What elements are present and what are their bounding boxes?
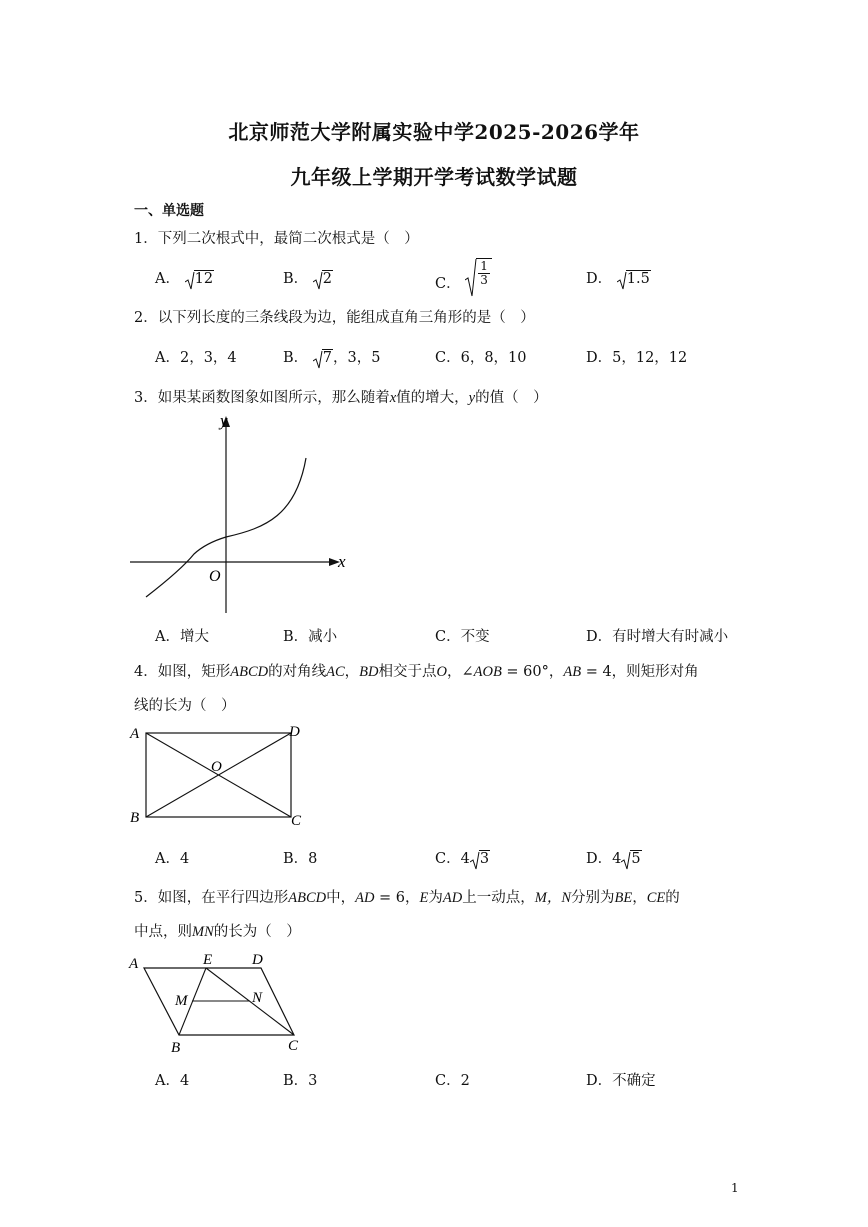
- page-number: 1: [731, 1181, 739, 1195]
- point-label-m: M: [175, 993, 188, 1009]
- option-label: B．: [283, 350, 309, 366]
- radicand: 7: [322, 350, 332, 366]
- coefficient: 4: [612, 851, 622, 867]
- vertex-label-a: A: [129, 956, 139, 972]
- q3-option-c: C．不变: [435, 629, 490, 645]
- q2-option-d: D．5，12，12: [586, 350, 688, 366]
- q5-option-b: B．3: [283, 1073, 318, 1089]
- section-heading: 一、单选题: [134, 203, 204, 219]
- vertex-label-a: A: [130, 726, 140, 742]
- numerator: 1: [480, 259, 488, 273]
- vertex-label-d: D: [289, 724, 300, 740]
- radicand: 2: [322, 271, 332, 287]
- q5-option-d: D．不确定: [586, 1073, 656, 1089]
- radicand: 12: [194, 271, 214, 287]
- sqrt-symbol: [470, 851, 490, 867]
- vertex-label-c: C: [291, 813, 302, 829]
- page-title: 北京师范大学附属实验中学2025-2026学年: [228, 120, 640, 144]
- q2-option-a: A．2，3，4: [155, 350, 237, 366]
- question-4-stem-line2: 线的长为（ ）: [134, 698, 236, 714]
- radicand: 5: [631, 851, 641, 867]
- option-rest: ，3，5: [333, 350, 381, 366]
- y-axis-label: y: [220, 411, 228, 430]
- sqrt-fraction: [465, 258, 492, 287]
- radicand: 1.5: [626, 271, 650, 287]
- vertex-label-b: B: [171, 1040, 181, 1056]
- vertex-label-d: D: [252, 952, 263, 968]
- option-label: C．: [435, 851, 461, 867]
- q1-option-d: [586, 267, 651, 288]
- question-1-stem: 1．下列二次根式中，最简二次根式是（ ）: [134, 231, 419, 247]
- q3-option-b: B．减小: [283, 629, 338, 645]
- q3-option-d: D．有时增大有时减小: [586, 629, 729, 645]
- q4-option-c: [435, 847, 490, 868]
- sqrt-symbol: [621, 851, 641, 867]
- rectangle-figure: [126, 718, 316, 830]
- vertex-label-c: C: [288, 1038, 299, 1054]
- q1-option-c: [435, 258, 492, 292]
- q4-option-d: [586, 847, 642, 868]
- q4-option-b: B．8: [283, 851, 318, 867]
- q2-option-c: C．6，8，10: [435, 350, 527, 366]
- option-label: D．: [586, 271, 613, 287]
- q5-option-a: A．4: [155, 1073, 190, 1089]
- function-graph: [126, 410, 356, 620]
- point-label-e: E: [203, 952, 213, 968]
- coefficient: 4: [460, 851, 470, 867]
- radicand: 3: [479, 851, 490, 867]
- point-label-n: N: [252, 990, 263, 1006]
- sqrt-symbol: [185, 271, 214, 287]
- x-axis-label: x: [338, 552, 346, 571]
- question-3-stem: 3．如果某函数图象如图所示，那么随着x值的增大，y的值（ ）: [134, 390, 548, 406]
- q4-option-a: A．4: [155, 851, 190, 867]
- q2-option-b: [283, 346, 380, 367]
- sqrt-symbol: [313, 271, 333, 287]
- question-5-stem-line1: 5．如图，在平行四边形ABCD中，AD = 6，E为AD上一动点，M，N分别为BE，CE的: [134, 890, 680, 906]
- page-subtitle: 九年级上学期开学考试数学试题: [290, 165, 578, 189]
- q1-option-a: [155, 267, 214, 288]
- parallelogram-figure: [126, 948, 316, 1058]
- origin-label: O: [209, 568, 221, 585]
- question-2-stem: 2．以下列长度的三条线段为边，能组成直角三角形的是（ ）: [134, 310, 535, 326]
- vertex-label-b: B: [130, 810, 140, 826]
- option-label: B．: [283, 271, 309, 287]
- sqrt-symbol: [617, 271, 651, 287]
- q1-option-b: [283, 267, 333, 288]
- q3-option-a: A．增大: [155, 629, 209, 645]
- option-label: A．: [155, 271, 180, 287]
- question-4-stem-line1: 4．如图，矩形ABCD的对角线AC，BD相交于点O，∠AOB = 60°，AB = 4，则矩形对角: [134, 664, 699, 680]
- q5-option-c: C．2: [435, 1073, 470, 1089]
- denominator: 3: [480, 273, 488, 287]
- question-5-stem-line2: 中点，则MN的长为（ ）: [134, 924, 301, 940]
- center-label-o: O: [211, 759, 222, 775]
- sqrt-symbol: [313, 350, 333, 366]
- option-label: C．: [435, 275, 461, 292]
- option-label: D．: [586, 851, 613, 867]
